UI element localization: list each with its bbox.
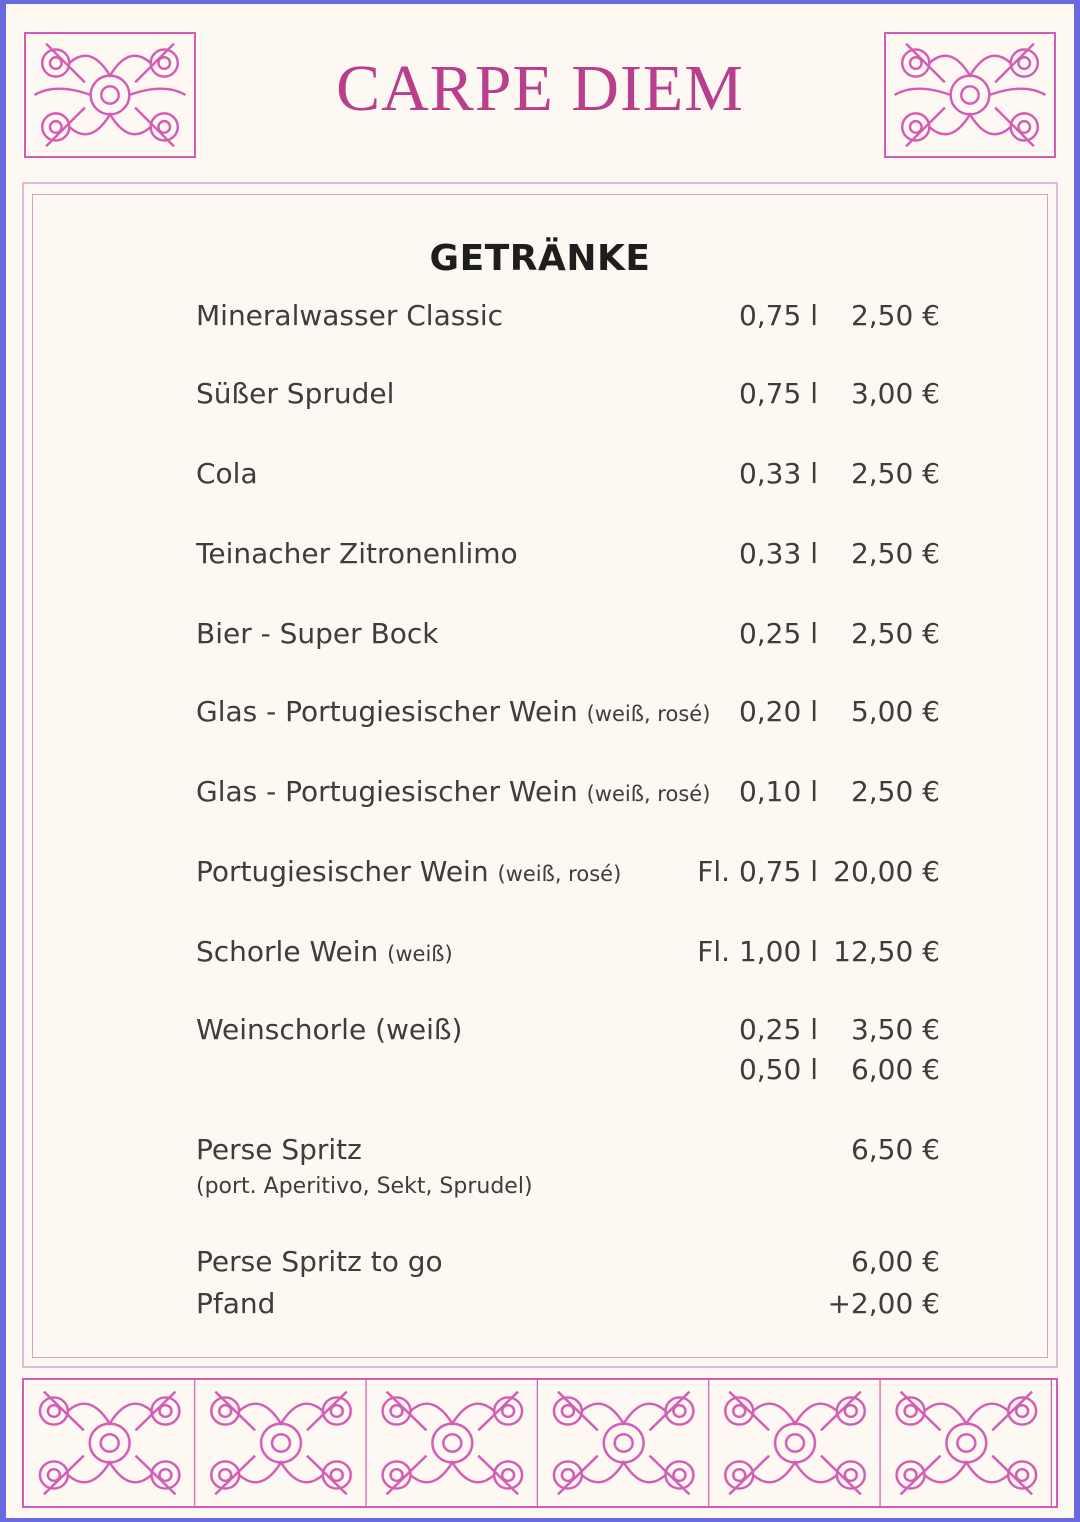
- item-price: 12,50 €: [833, 935, 940, 968]
- item-price: 2,50 €: [850, 537, 940, 570]
- menu-item-deposit: [6, 1284, 1074, 1324]
- item-name: [196, 932, 453, 974]
- item-price: 3,50 €: [850, 1013, 940, 1046]
- item-note: (weiß, rosé): [586, 782, 711, 806]
- menu-item: [6, 534, 1074, 574]
- item-name: [196, 296, 503, 336]
- item-name-text: Süßer Sprudel: [196, 377, 395, 410]
- item-name: [196, 374, 394, 414]
- item-price: 2,50 €: [850, 299, 940, 332]
- item-name-text: Glas - Portugiesischer Wein: [196, 775, 578, 808]
- item-name-text: Portugiesischer Wein: [196, 855, 489, 888]
- ornament-band: [22, 1378, 1058, 1508]
- item-note: (weiß): [387, 942, 453, 966]
- item-volume: 0,25 l: [738, 617, 818, 650]
- item-name: [196, 534, 518, 574]
- item-name: [196, 692, 710, 734]
- item-volume: 0,75 l: [738, 377, 818, 410]
- item-price: 20,00 €: [833, 855, 940, 888]
- item-volume: 0,50 l: [738, 1053, 818, 1086]
- restaurant-title: CARPE DIEM: [336, 52, 744, 125]
- item-description: (port. Aperitivo, Sekt, Sprudel): [196, 1174, 533, 1199]
- menu-page: [6, 4, 1074, 1518]
- menu-item-perse-spritz-to-go: [6, 1242, 1074, 1282]
- menu-item: [6, 454, 1074, 494]
- menu-item: [6, 772, 1074, 812]
- menu-item: [6, 296, 1074, 336]
- menu-item: [6, 374, 1074, 414]
- item-volume: Fl. 1,00 l: [697, 935, 818, 968]
- item-volume: 0,10 l: [738, 775, 818, 808]
- item-price: 6,00 €: [850, 1053, 940, 1086]
- item-volume: Fl. 0,75 l: [697, 855, 818, 888]
- item-volume: 0,75 l: [738, 299, 818, 332]
- item-note: (weiß, rosé): [586, 702, 711, 726]
- item-volume: 0,33 l: [738, 457, 818, 490]
- item-price: 5,00 €: [850, 695, 940, 728]
- menu-item: [6, 692, 1074, 732]
- item-name-text: Mineralwasser Classic: [196, 299, 504, 332]
- item-volume: 0,20 l: [738, 695, 818, 728]
- item-name: [196, 852, 621, 894]
- item-volume: 0,33 l: [738, 537, 818, 570]
- item-note: (weiß, rosé): [497, 862, 622, 886]
- item-price: 2,50 €: [850, 457, 940, 490]
- menu-item: [6, 932, 1074, 972]
- item-name: [196, 454, 258, 494]
- item-name-text: Bier - Super Bock: [196, 617, 439, 650]
- item-price: 6,00 €: [850, 1245, 940, 1278]
- item-name-text: Teinacher Zitronenlimo: [196, 537, 518, 570]
- item-name: Weinschorle (weiß): [196, 1013, 463, 1046]
- deposit-price: +2,00 €: [827, 1287, 940, 1320]
- item-name: [196, 772, 710, 814]
- item-name-text: Cola: [196, 457, 258, 490]
- item-volume: 0,25 l: [738, 1013, 818, 1046]
- menu-item-perse-spritz: [6, 1130, 1074, 1199]
- item-name: Perse Spritz to go: [196, 1245, 443, 1278]
- item-name: [196, 614, 439, 654]
- menu-item: [6, 614, 1074, 654]
- item-name-text: Glas - Portugiesischer Wein: [196, 695, 578, 728]
- item-price: 2,50 €: [850, 617, 940, 650]
- menu-item: [6, 852, 1074, 892]
- item-price: 3,00 €: [850, 377, 940, 410]
- item-price: 2,50 €: [850, 775, 940, 808]
- deposit-label: Pfand: [196, 1287, 276, 1320]
- item-name-text: Schorle Wein: [196, 935, 379, 968]
- menu-item-weinschorle: [6, 1010, 1074, 1086]
- item-price: 6,50 €: [850, 1133, 940, 1166]
- section-title: GETRÄNKE: [429, 238, 651, 279]
- item-name: Perse Spritz: [196, 1133, 362, 1166]
